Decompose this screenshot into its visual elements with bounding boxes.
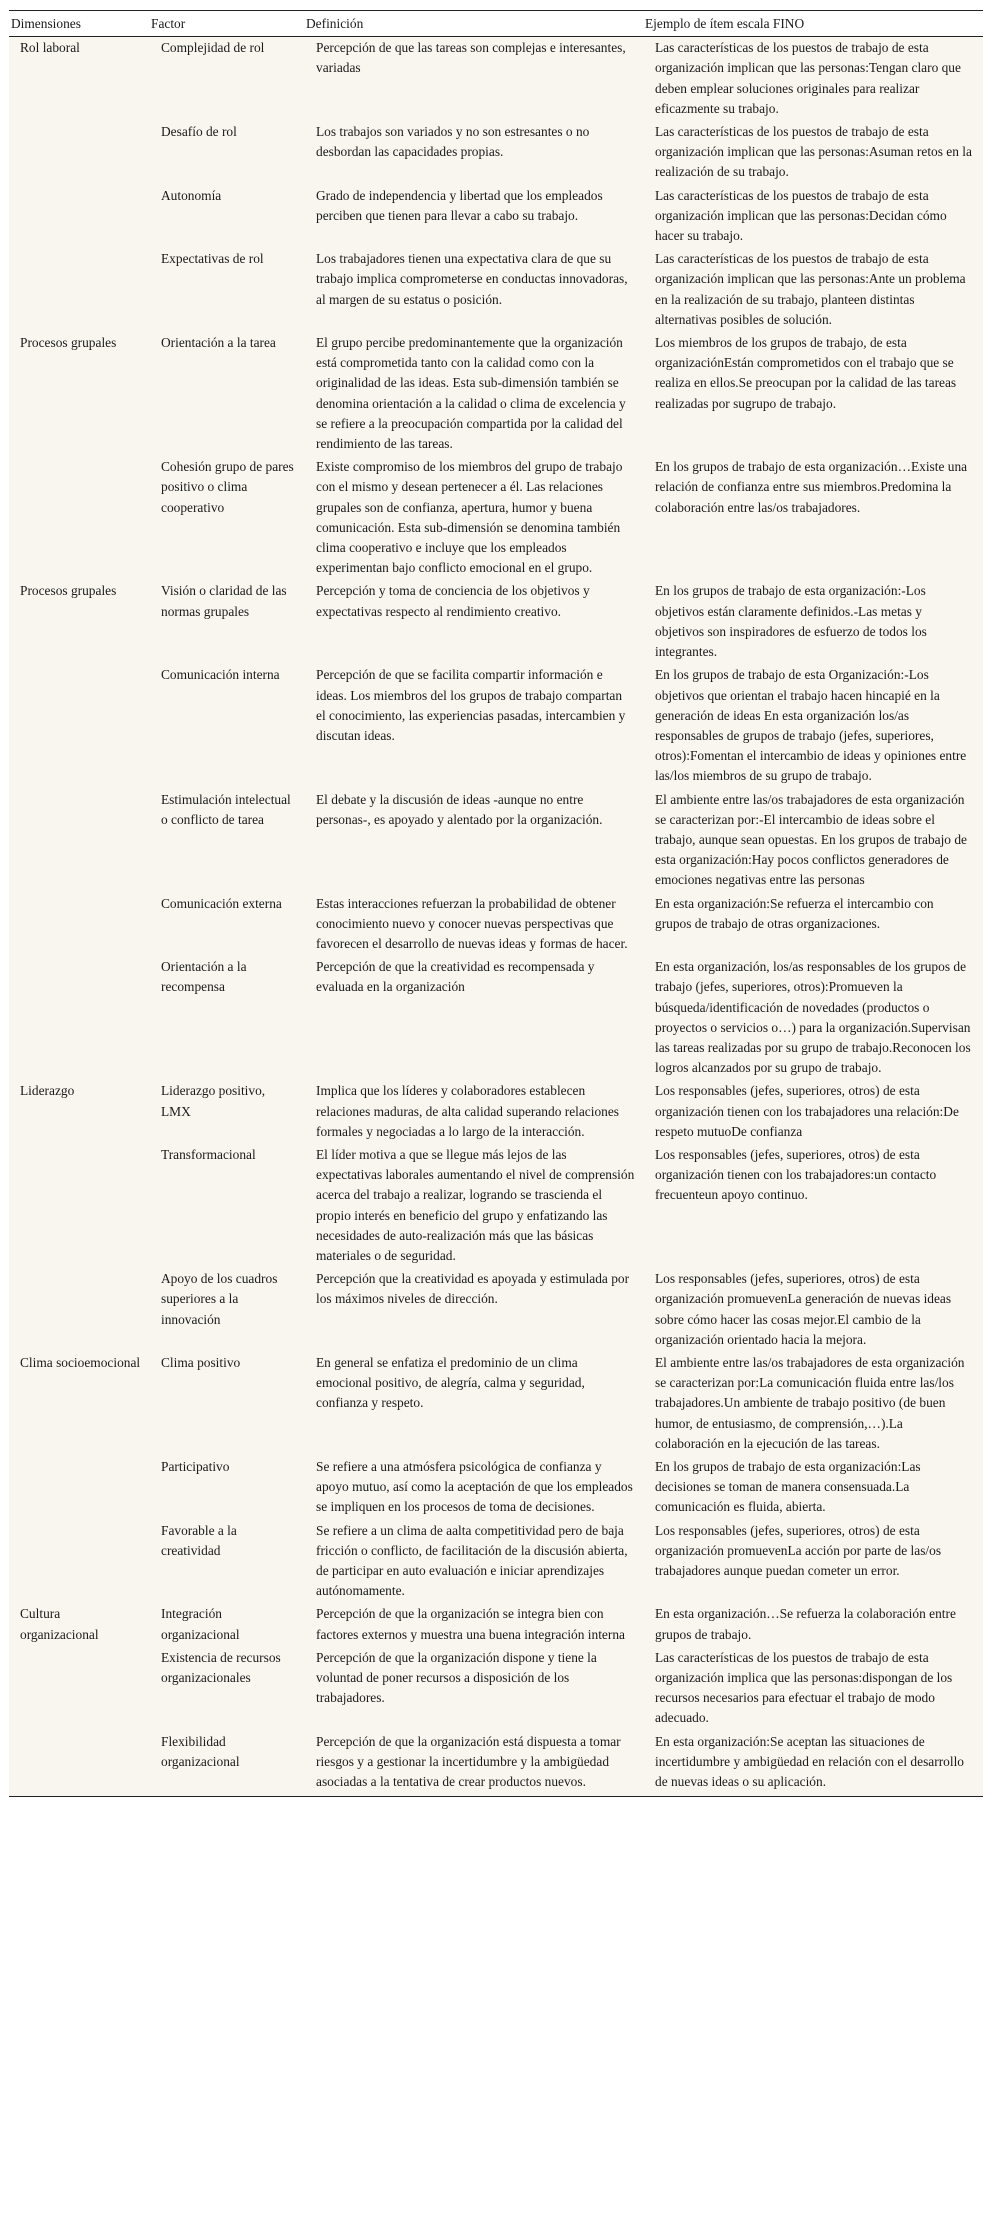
cell-dimension: Liderazgo — [20, 1083, 75, 1099]
cell-example: Las características de los puestos de trabajo de esta organización implica que las personas:dispongan de los recursos necesarios para efectuar el trabajo de modo adecuado. — [655, 1649, 953, 1726]
cell-dimension — [9, 1520, 151, 1604]
cell-example: En los grupos de trabajo de esta organización…Existe una relación de confianza entre sus miembros.Predomina la colaboración entre las/os trabajadores. — [655, 459, 968, 515]
cell-definition: Los trabajos son variados y no son estresantes o no desbordan las capacidades propias. — [316, 124, 590, 160]
table-row — [9, 1603, 983, 1646]
header-factor: Factor — [151, 11, 306, 37]
cell-example: Las características de los puestos de trabajo de esta organización implican que las personas:Tengan claro que deben emplear soluciones originales para realizar eficazmente su trabajo. — [655, 40, 961, 116]
cell-factor: Participativo — [161, 1459, 230, 1475]
table-row — [9, 1647, 983, 1731]
table-row — [9, 332, 983, 456]
cell-dimension — [9, 121, 151, 185]
cell-example: Las características de los puestos de trabajo de esta organización implican que las personas:Ante un problema en la realización de su trabajo, planteen distintas alternativas posibles de solución. — [655, 251, 966, 327]
cell-dimension — [9, 956, 151, 1080]
table-row — [9, 789, 983, 893]
table-row — [9, 1520, 983, 1604]
cell-definition: Estas interacciones refuerzan la probabilidad de obtener conocimiento nuevo y conocer nuevas perspectivas que favorecen el desarrollo de nuevas ideas y formas de hacer. — [316, 895, 628, 951]
table-row — [9, 185, 983, 249]
cell-definition: Percepción que la creatividad es apoyada y estimulada por los máximos niveles de dirección. — [316, 1271, 630, 1307]
cell-factor: Existencia de recursos organizacionales — [161, 1649, 281, 1686]
table-body — [9, 37, 983, 1797]
cell-example: Las características de los puestos de trabajo de esta organización implican que las personas:Asuman retos en la realización de su trabajo. — [655, 124, 972, 180]
cell-definition: Se refiere a una atmósfera psicológica de confianza y apoyo mutuo, así como la aceptación de que los empleados se impliquen en los procesos de toma de decisiones. — [316, 1459, 633, 1515]
cell-definition: Implica que los líderes y colaboradores establecen relaciones maduras, de alta calidad superando relaciones formales y negociadas a lo largo de la interacción. — [316, 1083, 620, 1139]
cell-factor: Orientación a la recompensa — [161, 959, 247, 995]
table-row — [9, 893, 983, 957]
cell-dimension — [9, 1144, 151, 1268]
cell-example: En esta organización…Se refuerza la colaboración entre grupos de trabajo. — [655, 1606, 956, 1642]
cell-example: Los responsables (jefes, superiores, otros) de esta organización tienen con los trabajadores una relación:De respeto mutuoDe confianza — [655, 1083, 959, 1139]
cell-example: Las características de los puestos de trabajo de esta organización implican que las personas:Decidan cómo hacer su trabajo. — [655, 187, 947, 244]
table-row — [9, 956, 983, 1080]
fino-table — [9, 10, 983, 1797]
cell-dimension — [9, 456, 151, 580]
cell-example: En los grupos de trabajo de esta Organización:-Los objetivos que orientan el trabajo hacen hincapié en la generación de ideas En esta organización los/as responsables de grupos de trabajo (jefes, superiores, otros):Fomentan el intercambio de ideas y opiniones entre las/los miembros de su grupo de trabajo. — [655, 667, 967, 784]
cell-dimension — [9, 185, 151, 249]
cell-example: Los miembros de los grupos de trabajo, de esta organizaciónEstán comprometidos con el trabajo que se realiza en ellos.Se preocupan por la calidad de las tareas realizadas por sugrupo de trabajo. — [655, 335, 957, 411]
cell-factor: Transformacional — [161, 1146, 256, 1162]
table-row — [9, 37, 983, 121]
cell-definition: Percepción de que las tareas son complejas e interesantes, variadas — [316, 40, 626, 76]
cell-definition: El grupo percibe predominantemente que la organización está comprometida tanto con la calidad como con la originalidad de las ideas. Esta sub-dimensión también se denomina orientación a la calidad o clima de excelencia y se refiere a la preocupación compartida por la calidad del rendimiento de las tareas. — [316, 335, 626, 452]
cell-definition: Los trabajadores tienen una expectativa clara de que su trabajo implica comprometerse en conductas innovadoras, al margen de su estatus o posición. — [316, 251, 628, 307]
table-row — [9, 664, 983, 788]
cell-example: En los grupos de trabajo de esta organización:-Los objetivos están claramente definidos.-Las metas y objetivos son inspiradores de esfuerzo de todos los integrantes. — [655, 583, 927, 660]
cell-definition: El líder motiva a que se llegue más lejos de las expectativas laborales aumentando el nivel de comprensión acerca del trabajo a realizar, logrando se trascienda el propio interés en beneficio del grupo y enfatizando las necesidades de auto-realización más que las básicas materiales o de seguridad. — [316, 1146, 635, 1263]
cell-example: En esta organización:Se refuerza el intercambio con grupos de trabajo de otras organizaciones. — [655, 895, 934, 931]
cell-factor: Favorable a la creatividad — [161, 1522, 237, 1558]
table-header — [9, 11, 983, 37]
cell-factor: Comunicación externa — [161, 895, 282, 911]
cell-example: Los responsables (jefes, superiores, otros) de esta organización promuevenLa generación de nuevas ideas sobre cómo hacer las cosas mejor.El cambio de la organización orientado hacia la mejora. — [655, 1271, 952, 1347]
cell-definition: Se refiere a un clima de aalta competitividad pero de baja fricción o conflicto, de facilitación de la discusión abierta, de participar en auto evaluación e iniciar aprendizajes autónomamente. — [316, 1522, 628, 1599]
cell-definition: Grado de independencia y libertad que los empleados perciben que tienen para llevar a cabo su trabajo. — [316, 187, 603, 223]
cell-factor: Integración organizacional — [161, 1606, 240, 1642]
cell-dimension — [9, 664, 151, 788]
cell-definition: Percepción de que la organización dispone y tiene la voluntad de poner recursos a disposición de los trabajadores. — [316, 1649, 597, 1706]
cell-factor: Orientación a la tarea — [161, 335, 276, 351]
table-row — [9, 456, 983, 580]
cell-factor: Autonomía — [161, 187, 222, 203]
cell-factor: Estimulación intelectual o conflicto de tarea — [161, 791, 291, 827]
cell-definition: Percepción y toma de conciencia de los objetivos y expectativas respecto al rendimiento creativo. — [316, 583, 590, 619]
cell-example: En esta organización, los/as responsables de los grupos de trabajo (jefes, superiores, otros):Promueven la búsqueda/identificación de novedades (productos o proyectos o servicios o…) para la organización.Supervisan las tareas realizadas por su grupo de trabajo.Reconocen los logros alcanzados por su grupo de trabajo. — [655, 959, 971, 1076]
cell-factor: Complejidad de rol — [161, 40, 265, 56]
table-row — [9, 248, 983, 332]
cell-dimension: Rol laboral — [20, 40, 80, 56]
table-row — [9, 1456, 983, 1520]
cell-definition: Percepción de que la organización está dispuesta a tomar riesgos y a gestionar la incertidumbre y la ambigüedad asociadas a la tentativa de crear productos nuevos. — [316, 1733, 621, 1790]
table-row — [9, 1352, 983, 1456]
table-footer-rule — [9, 1797, 983, 1798]
cell-example: En los grupos de trabajo de esta organización:Las decisiones se toman de manera consensuada.La comunicación es fluida, abierta. — [655, 1459, 921, 1515]
cell-example: Los responsables (jefes, superiores, otros) de esta organización promuevenLa acción por parte de las/os trabajadores aunque puedan cometer un error. — [655, 1522, 942, 1579]
cell-dimension: Clima socioemocional — [20, 1355, 141, 1370]
cell-dimension: Cultura organizacional — [20, 1606, 99, 1642]
cell-dimension — [9, 1268, 151, 1352]
table-row — [9, 1144, 983, 1268]
cell-definition: Existe compromiso de los miembros del grupo de trabajo con el mismo y desean pertenecer a él. Las relaciones grupales son de confianza, apertura, humor y buena comunicación. Esta sub-dimensión se denomina también clima cooperativo e incluye que los empleados experimentan bajo conflicto emocional en el grupo. — [316, 459, 623, 576]
cell-factor: Flexibilidad organizacional — [161, 1733, 240, 1769]
cell-dimension — [9, 1456, 151, 1520]
cell-factor: Desafío de rol — [161, 124, 237, 140]
cell-definition: Percepción de que la organización se integra bien con factores externos y muestra una buena integración interna — [316, 1606, 625, 1642]
cell-definition: Percepción de que la creatividad es recompensada y evaluada en la organización — [316, 959, 595, 995]
cell-definition: Percepción de que se facilita compartir información e ideas. Los miembros del los grupos de trabajo compartan el conocimiento, las experiencias pasadas, intercambien y discutan ideas. — [316, 667, 626, 743]
table-row — [9, 121, 983, 185]
cell-dimension — [9, 789, 151, 893]
cell-example: Los responsables (jefes, superiores, otros) de esta organización tienen con los trabajadores:un contacto frecuenteun apoyo continuo. — [655, 1146, 937, 1203]
cell-dimension — [9, 1647, 151, 1731]
cell-dimension: Procesos grupales — [20, 335, 117, 351]
cell-dimension: Procesos grupales — [20, 583, 117, 599]
table-row — [9, 1268, 983, 1352]
table-row — [9, 1731, 983, 1797]
cell-factor: Clima positivo — [161, 1355, 241, 1370]
header-definicion: Definición — [306, 11, 645, 37]
cell-factor: Liderazgo positivo, LMX — [161, 1083, 266, 1119]
cell-factor: Comunicación interna — [161, 667, 280, 683]
cell-factor: Cohesión grupo de pares positivo o clima cooperativo — [161, 459, 294, 515]
cell-example: En esta organización:Se aceptan las situaciones de incertidumbre y ambigüedad en relación con el desarrollo de nuevas ideas o su aplicación. — [655, 1733, 964, 1790]
cell-definition: En general se enfatiza el predominio de un clima emocional positivo, de alegría, calma y seguridad, confianza y respeto. — [316, 1355, 585, 1411]
table-row — [9, 1080, 983, 1144]
cell-factor: Apoyo de los cuadros superiores a la innovación — [161, 1271, 278, 1327]
cell-dimension — [9, 893, 151, 957]
table-row — [9, 580, 983, 664]
cell-dimension — [9, 248, 151, 332]
cell-example: El ambiente entre las/os trabajadores de esta organización se caracterizan por:-El intercambio de ideas sobre el trabajo, aunque sean opuestas. En los grupos de trabajo de esta organización:Hay pocos conflictos generadores de emociones negativas entre las personas — [655, 791, 967, 888]
cell-dimension — [9, 1731, 151, 1797]
cell-definition: El debate y la discusión de ideas -aunque no entre personas-, es apoyado y alentado por la organización. — [316, 791, 603, 827]
cell-example: El ambiente entre las/os trabajadores de esta organización se caracterizan por:La comunicación fluida entre las/los trabajadores.Un ambiente de trabajo positivo (de buen humor, de entusiasmo, de comprensión,…).La colaboración en la ejecución de las tareas. — [655, 1355, 965, 1451]
header-ejemplo: Ejemplo de ítem escala FINO — [645, 11, 983, 37]
header-dimensiones: Dimensiones — [9, 11, 151, 37]
cell-factor: Visión o claridad de las normas grupales — [161, 583, 287, 619]
cell-factor: Expectativas de rol — [161, 251, 264, 267]
